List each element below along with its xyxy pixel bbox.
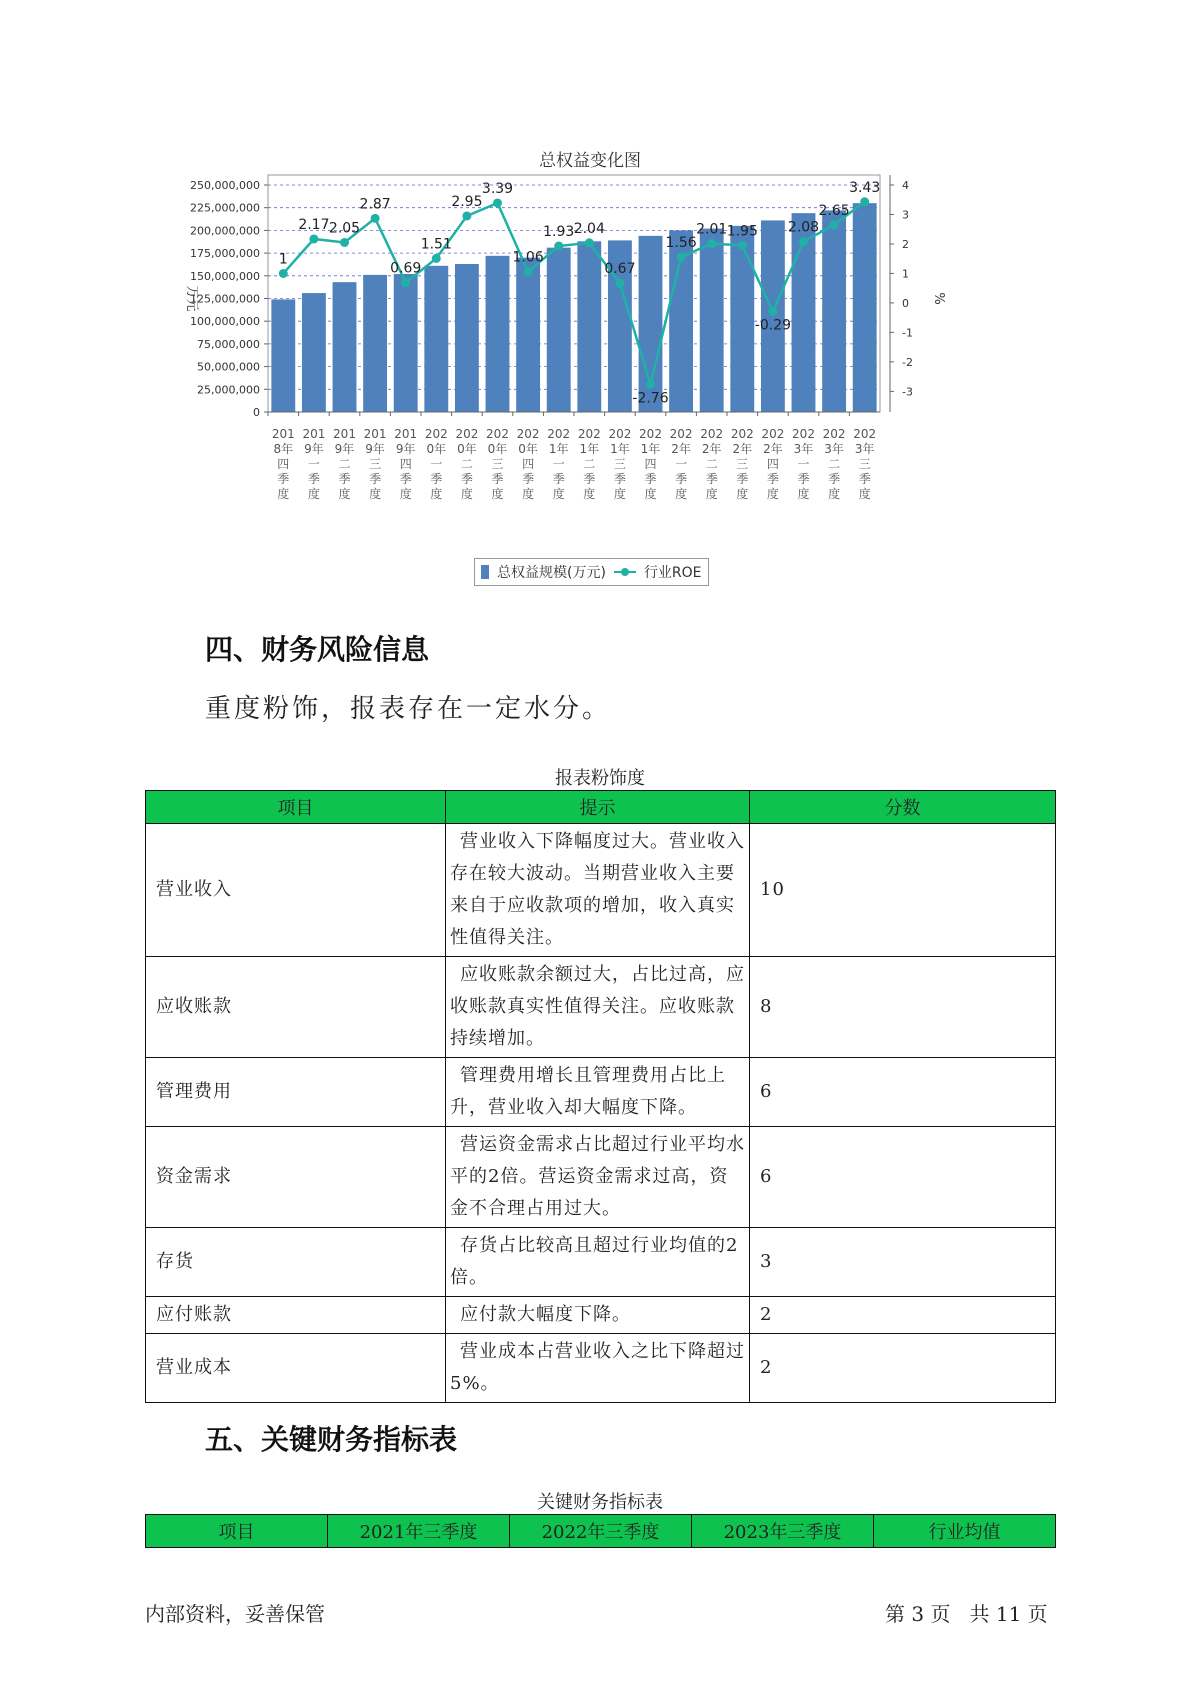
x-tick-label: 一 [552, 457, 565, 471]
x-tick-label: 四 [399, 457, 412, 471]
x-tick-label: 季 [522, 472, 535, 486]
y-tick-label: 50,000,000 [197, 360, 260, 374]
y2-tick-label: -2 [902, 355, 913, 369]
x-tick-label: 季 [430, 472, 443, 486]
x-tick-label: 度 [828, 487, 841, 501]
y-tick-label: 250,000,000 [190, 179, 260, 192]
y-tick-label: 25,000,000 [197, 383, 260, 397]
y-axis-label: 万元 [184, 285, 199, 312]
y-tick-label: 0 [253, 406, 260, 419]
chart-svg [180, 140, 1000, 560]
roe-data-label: 2.87 [359, 196, 391, 213]
roe-data-label: 0.69 [390, 260, 422, 277]
x-tick-label: 0年 [518, 442, 538, 456]
y-tick-label: 75,000,000 [197, 337, 260, 351]
x-tick-label: 202 [577, 427, 601, 441]
x-tick-label: 201 [271, 427, 295, 441]
y2-tick-label: -3 [902, 385, 913, 399]
header-score: 分数 [750, 791, 1056, 824]
roe-point [432, 254, 441, 263]
header-2022q3: 2022年三季度 [510, 1515, 692, 1548]
x-tick-label: 9年 [365, 442, 385, 456]
roe-data-label: 1.93 [543, 224, 575, 241]
x-tick-label: 季 [766, 472, 779, 486]
roe-data-label: 1.56 [665, 234, 697, 251]
roe-point [799, 237, 808, 246]
x-tick-label: 1年 [548, 442, 569, 456]
row-score: 3 [750, 1228, 1056, 1297]
row-score: 10 [750, 824, 1056, 957]
y-tick-label: 125,000,000 [190, 292, 260, 306]
header-item: 项目 [146, 791, 446, 824]
roe-data-label: 1.51 [420, 236, 452, 253]
x-tick-label: 度 [277, 487, 290, 501]
table-row [146, 957, 1056, 1058]
x-tick-label: 季 [460, 472, 473, 486]
y-tick-label: 175,000,000 [190, 247, 260, 261]
roe-point [340, 238, 349, 247]
window-dressing-table-caption: 报表粉饰度 [555, 768, 645, 789]
table-row [146, 1297, 1056, 1334]
x-tick-label: 一 [430, 457, 443, 471]
x-tick-label: 一 [307, 457, 320, 471]
x-tick-label: 3年 [824, 442, 844, 456]
bar [761, 220, 785, 412]
legend-line-swatch [614, 565, 636, 579]
x-tick-label: 季 [613, 472, 626, 486]
roe-data-label: 2.05 [328, 220, 361, 237]
table-header-row [146, 1515, 1056, 1548]
bar [547, 248, 571, 412]
key-indicators-table-caption: 关键财务指标表 [537, 1492, 663, 1513]
roe-point [830, 220, 839, 229]
row-item: 应收账款 [146, 957, 446, 1058]
x-tick-label: 9年 [395, 442, 416, 456]
y-tick-label: 150,000,000 [190, 269, 260, 283]
row-hint: 应付款大幅度下降。 [446, 1297, 750, 1334]
x-tick-label: 1年 [610, 442, 630, 456]
roe-point [677, 252, 686, 261]
row-score: 6 [750, 1127, 1056, 1228]
x-tick-label: 季 [858, 472, 871, 486]
x-tick-label: 202 [792, 427, 815, 441]
x-tick-label: 三 [613, 457, 626, 471]
bar [363, 275, 387, 412]
table-row [146, 1058, 1056, 1127]
x-tick-label: 季 [369, 472, 382, 486]
x-tick-label: 1年 [640, 442, 661, 456]
x-tick-label: 四 [644, 457, 657, 471]
equity-chart [180, 140, 1000, 600]
x-tick-label: 度 [552, 487, 565, 501]
x-tick-label: 202 [730, 427, 754, 441]
x-tick-label: 度 [797, 487, 810, 501]
x-tick-label: 季 [491, 472, 504, 486]
x-tick-label: 三 [736, 457, 749, 471]
x-tick-label: 201 [363, 427, 387, 441]
section4-paragraph: 重度粉饰，报表存在一定水分。 [205, 694, 612, 724]
row-hint: 管理费用增长且管理费用占比上升，营业收入却大幅度下降。 [446, 1058, 750, 1127]
y2-axis-label: % [931, 292, 946, 305]
header-item: 项目 [146, 1515, 328, 1548]
bar [333, 282, 357, 412]
roe-point [646, 380, 655, 389]
roe-point [738, 241, 747, 250]
roe-point [371, 214, 380, 223]
table-row [146, 824, 1056, 957]
x-tick-label: 季 [705, 472, 718, 486]
section4-heading: 四、财务风险信息 [205, 633, 430, 666]
x-tick-label: 二 [338, 457, 351, 471]
x-tick-label: 季 [338, 472, 351, 486]
row-item: 存货 [146, 1228, 446, 1297]
bar [730, 226, 754, 412]
bar [700, 229, 724, 412]
x-tick-label: 9年 [304, 442, 324, 456]
roe-data-label: 2.04 [573, 220, 605, 237]
x-tick-label: 度 [583, 487, 596, 501]
roe-point [493, 198, 502, 207]
roe-point [462, 211, 471, 220]
roe-point [768, 307, 777, 316]
x-tick-label: 季 [675, 472, 688, 486]
bar [302, 293, 326, 412]
x-tick-label: 201 [302, 427, 326, 441]
roe-data-label: -0.29 [754, 317, 792, 334]
x-tick-label: 四 [522, 457, 535, 471]
x-tick-label: 202 [822, 427, 846, 441]
row-item: 营业收入 [146, 824, 446, 957]
x-tick-label: 季 [828, 472, 841, 486]
bar [486, 256, 510, 412]
bar [455, 264, 479, 412]
header-2023q3: 2023年三季度 [692, 1515, 874, 1548]
x-tick-label: 202 [853, 427, 877, 441]
legend-bar-swatch [481, 565, 489, 579]
x-tick-label: 度 [736, 487, 749, 501]
legend-line-label: 行业ROE [643, 565, 702, 581]
footer-page-number: 第 3 页 共 11 页 [885, 1602, 1048, 1626]
row-hint: 营运资金需求占比超过行业平均水平的2倍。营运资金需求过高，资金不合理占用过大。 [446, 1127, 750, 1228]
x-tick-label: 202 [700, 427, 724, 441]
x-tick-label: 2年 [701, 442, 722, 456]
x-tick-label: 季 [277, 472, 290, 486]
roe-data-label: 3.39 [481, 180, 514, 197]
x-tick-label: 季 [583, 472, 596, 486]
bar [516, 258, 540, 412]
roe-data-label: 2.65 [818, 202, 850, 219]
window-dressing-table [145, 790, 1056, 1403]
x-tick-label: 0年 [487, 442, 508, 456]
x-tick-label: 季 [797, 472, 810, 486]
row-hint: 营业成本占营业收入之比下降超过5%。 [446, 1334, 750, 1403]
row-item: 资金需求 [146, 1127, 446, 1228]
x-tick-label: 季 [736, 472, 749, 486]
x-tick-label: 度 [307, 487, 320, 501]
x-tick-label: 1年 [579, 442, 600, 456]
y2-tick-label: 4 [902, 179, 909, 192]
x-tick-label: 9年 [334, 442, 355, 456]
y-tick-label: 100,000,000 [190, 315, 260, 329]
x-tick-label: 202 [547, 427, 571, 441]
x-tick-label: 二 [828, 457, 841, 471]
x-tick-label: 202 [608, 427, 632, 441]
x-tick-label: 202 [761, 427, 785, 441]
table-row [146, 1228, 1056, 1297]
x-tick-label: 度 [644, 487, 657, 501]
roe-data-label: 1.06 [512, 249, 544, 266]
x-tick-label: 度 [430, 487, 443, 501]
row-hint: 存货占比较高且超过行业均值的2倍。 [446, 1228, 750, 1297]
header-industry-average: 行业均值 [874, 1515, 1056, 1548]
row-item: 营业成本 [146, 1334, 446, 1403]
x-tick-label: 度 [522, 487, 535, 501]
x-tick-label: 度 [858, 487, 871, 501]
roe-point [615, 279, 624, 288]
legend-bar-label: 总权益规模(万元) [497, 565, 606, 581]
roe-point [401, 278, 410, 287]
y2-tick-label: 1 [902, 267, 909, 281]
x-tick-label: 一 [797, 457, 810, 471]
row-hint: 应收账款余额过大，占比过高，应收账款真实性值得关注。应收账款持续增加。 [446, 957, 750, 1058]
table-header-row [146, 791, 1056, 824]
header-hint: 提示 [446, 791, 750, 824]
row-score: 2 [750, 1334, 1056, 1403]
footer-confidential-note: 内部资料，妥善保管 [145, 1602, 325, 1626]
x-tick-label: 3年 [793, 442, 814, 456]
y-tick-label: 225,000,000 [190, 201, 260, 215]
x-tick-label: 度 [675, 487, 688, 501]
y2-tick-label: 2 [902, 237, 909, 251]
x-tick-label: 一 [675, 457, 688, 471]
bar [271, 299, 295, 412]
roe-data-label: 0.67 [604, 261, 636, 278]
x-tick-label: 202 [486, 427, 509, 441]
x-tick-label: 度 [460, 487, 473, 501]
x-tick-label: 202 [516, 427, 540, 441]
row-score: 2 [750, 1297, 1056, 1334]
x-tick-label: 3年 [854, 442, 875, 456]
table-row [146, 1127, 1056, 1228]
chart-title: 总权益变化图 [539, 151, 641, 171]
bar [822, 210, 846, 412]
roe-data-label: 3.43 [849, 179, 881, 196]
x-tick-label: 季 [552, 472, 565, 486]
x-tick-label: 四 [277, 457, 290, 471]
roe-data-label: 2.08 [787, 219, 820, 236]
roe-point [860, 197, 869, 206]
x-tick-label: 202 [669, 427, 693, 441]
x-tick-label: 二 [460, 457, 473, 471]
bar [394, 274, 418, 412]
section5-heading: 五、关键财务指标表 [205, 1423, 458, 1456]
table-row [146, 1334, 1056, 1403]
bar [853, 203, 877, 412]
chart-legend [474, 558, 709, 586]
roe-point [279, 269, 288, 278]
header-2021q3: 2021年三季度 [328, 1515, 510, 1548]
x-tick-label: 二 [705, 457, 718, 471]
x-tick-label: 三 [369, 457, 382, 471]
x-tick-label: 8年 [273, 442, 294, 456]
row-score: 8 [750, 957, 1056, 1058]
bar [424, 266, 448, 412]
x-tick-label: 季 [307, 472, 320, 486]
x-tick-label: 202 [455, 427, 479, 441]
bar [577, 241, 601, 412]
x-tick-label: 2年 [732, 442, 753, 456]
y-tick-label: 200,000,000 [190, 224, 260, 238]
x-tick-label: 三 [858, 457, 871, 471]
roe-data-label: -2.76 [632, 390, 669, 407]
x-tick-label: 202 [424, 427, 448, 441]
x-tick-label: 四 [766, 457, 779, 471]
x-tick-label: 季 [399, 472, 412, 486]
x-tick-label: 度 [491, 487, 504, 501]
y2-tick-label: 3 [902, 208, 909, 222]
roe-data-label: 2.95 [451, 193, 483, 210]
roe-point [585, 238, 594, 247]
x-tick-label: 度 [705, 487, 718, 501]
x-tick-label: 二 [583, 457, 596, 471]
roe-point [309, 234, 318, 243]
roe-data-label: 1 [278, 251, 288, 268]
x-tick-label: 201 [333, 427, 356, 441]
roe-data-label: 2.17 [298, 216, 330, 233]
x-tick-label: 201 [394, 427, 418, 441]
x-tick-label: 0年 [426, 442, 447, 456]
roe-point [524, 267, 533, 276]
x-tick-label: 202 [639, 427, 662, 441]
x-tick-label: 度 [613, 487, 626, 501]
x-tick-label: 度 [399, 487, 412, 501]
roe-point [554, 242, 563, 251]
y2-tick-label: 0 [902, 296, 909, 310]
x-tick-label: 度 [338, 487, 351, 501]
x-tick-label: 2年 [763, 442, 783, 456]
key-indicators-table [145, 1514, 1056, 1548]
roe-data-label: 2.01 [696, 221, 728, 238]
x-tick-label: 三 [491, 457, 504, 471]
x-tick-label: 2年 [671, 442, 691, 456]
y2-tick-label: -1 [902, 326, 913, 340]
x-tick-label: 度 [766, 487, 779, 501]
roe-point [707, 239, 716, 248]
row-score: 6 [750, 1058, 1056, 1127]
x-tick-label: 0年 [457, 442, 477, 456]
row-hint: 营业收入下降幅度过大。营业收入存在较大波动。当期营业收入主要来自于应收款项的增加，收入真实性值得关注。 [446, 824, 750, 957]
row-item: 管理费用 [146, 1058, 446, 1127]
x-tick-label: 度 [369, 487, 382, 501]
x-tick-label: 季 [644, 472, 657, 486]
roe-data-label: 1.95 [726, 223, 758, 240]
row-item: 应付账款 [146, 1297, 446, 1334]
